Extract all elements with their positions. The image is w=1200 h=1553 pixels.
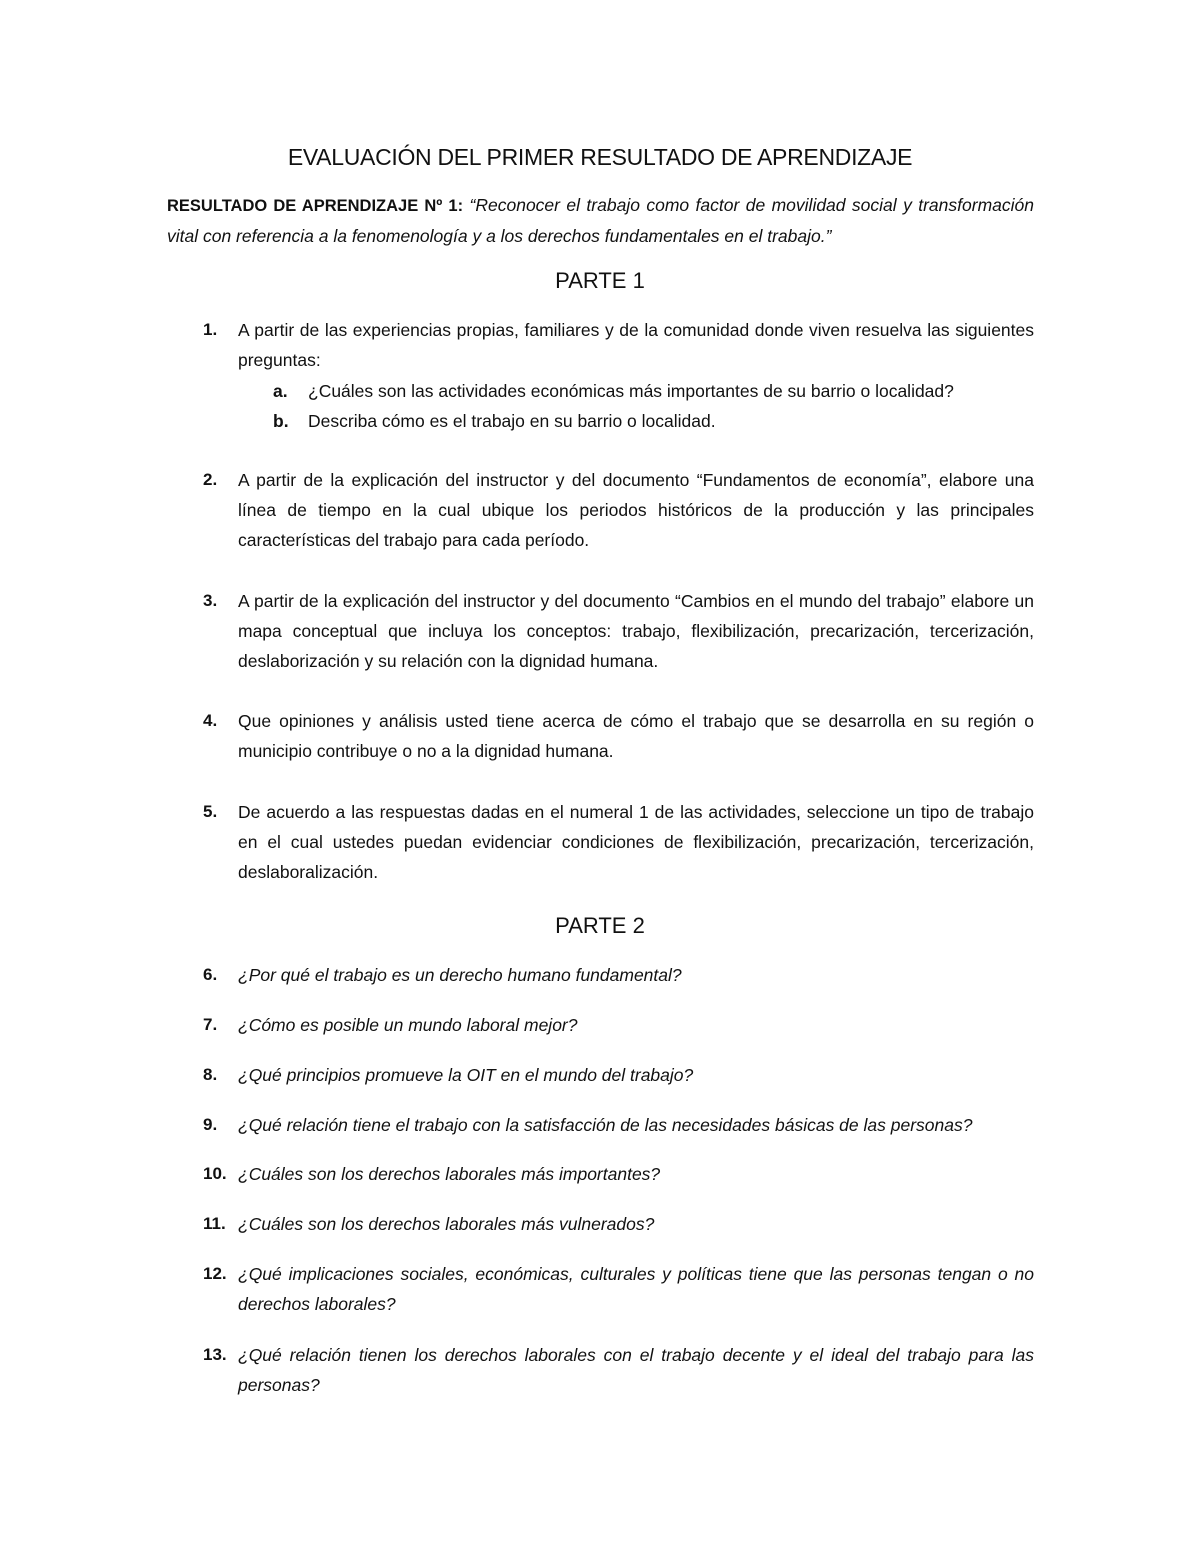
sub-question-item: [273, 376, 1034, 406]
question-number: 2.: [203, 470, 218, 489]
learning-result-label: RESULTADO DE APRENDIZAJE Nº 1:: [167, 197, 464, 215]
learning-result: [167, 190, 1034, 251]
question-number: 12.: [203, 1264, 227, 1283]
question-text: ¿Qué principios promueve la OIT en el mundo del trabajo?: [238, 1065, 694, 1085]
question-item: [203, 1110, 1034, 1140]
question-number: 13.: [203, 1345, 227, 1364]
question-number: 7.: [203, 1015, 218, 1034]
question-number: 9.: [203, 1115, 218, 1134]
question-text: ¿Cuáles son los derechos laborales más importantes?: [238, 1164, 661, 1184]
question-number: 6.: [203, 965, 218, 984]
question-item: [203, 960, 1034, 990]
question-text: ¿Por qué el trabajo es un derecho humano fundamental?: [238, 965, 682, 985]
question-text: ¿Qué relación tiene el trabajo con la satisfacción de las necesidades básicas de las personas?: [238, 1115, 973, 1135]
question-number: 1.: [203, 320, 218, 339]
document-title: EVALUACIÓN DEL PRIMER RESULTADO DE APRENDIZAJE: [287, 144, 913, 170]
question-text: ¿Qué implicaciones sociales, económicas, culturales y políticas tiene que las personas tengan o no derechos laborales?: [238, 1264, 1034, 1314]
question-item: [203, 1010, 1034, 1040]
question-number: 5.: [203, 802, 218, 821]
question-text: A partir de la explicación del instructor y del documento “Fundamentos de economía”, elabore una línea de tiempo en la cual ubique los periodos históricos de la producción y las principales características del trabajo para cada período.: [238, 470, 1034, 550]
question-item: [203, 1340, 1034, 1400]
question-item: [203, 1209, 1034, 1239]
sub-question-letter: a.: [273, 381, 288, 401]
question-item: [203, 706, 1034, 766]
question-item: [203, 465, 1034, 555]
sub-question-letter: b.: [273, 411, 289, 431]
question-text: A partir de las experiencias propias, familiares y de la comunidad donde viven resuelva las siguientes preguntas:: [238, 320, 1034, 370]
question-number: 3.: [203, 591, 218, 610]
sub-question-text: ¿Cuáles son las actividades económicas más importantes de su barrio o localidad?: [308, 381, 954, 401]
question-text: ¿Cuáles son los derechos laborales más vulnerados?: [238, 1214, 655, 1234]
learning-result-text: “Reconocer el trabajo como factor de movilidad social y transformación vital con referencia a la fenomenología y a los derechos fundamentales en el trabajo.”: [167, 195, 1034, 246]
sub-question-text: Describa cómo es el trabajo en su barrio o localidad.: [308, 411, 716, 431]
question-item: [203, 586, 1034, 676]
question-item: [203, 1060, 1034, 1090]
question-number: 4.: [203, 711, 218, 730]
question-text: A partir de la explicación del instructor y del documento “Cambios en el mundo del trabajo” elabore un mapa conceptual que incluya los conceptos: trabajo, flexibilización, precarización, tercerización, deslaborización y su relación con la dignidad humana.: [238, 591, 1034, 671]
question-number: 11.: [203, 1214, 226, 1233]
question-item: [203, 797, 1034, 887]
question-item: [203, 1159, 1034, 1189]
question-text: Que opiniones y análisis usted tiene acerca de cómo el trabajo que se desarrolla en su región o municipio contribuye o no a la dignidad humana.: [238, 711, 1034, 761]
question-text: ¿Qué relación tienen los derechos laborales con el trabajo decente y el ideal del trabajo para las personas?: [238, 1345, 1034, 1395]
part-2-heading: PARTE 2: [555, 913, 645, 938]
question-text: De acuerdo a las respuestas dadas en el numeral 1 de las actividades, seleccione un tipo de trabajo en el cual ustedes puedan evidenciar condiciones de flexibilización, precarización, tercerización, deslaboralización.: [238, 802, 1034, 882]
sub-question-item: [273, 406, 1034, 436]
question-item: [203, 315, 1034, 375]
question-text: ¿Cómo es posible un mundo laboral mejor?: [238, 1015, 578, 1035]
part-1-heading: PARTE 1: [555, 268, 645, 293]
question-number: 8.: [203, 1065, 218, 1084]
question-item: [203, 1259, 1034, 1319]
question-number: 10.: [203, 1164, 227, 1183]
